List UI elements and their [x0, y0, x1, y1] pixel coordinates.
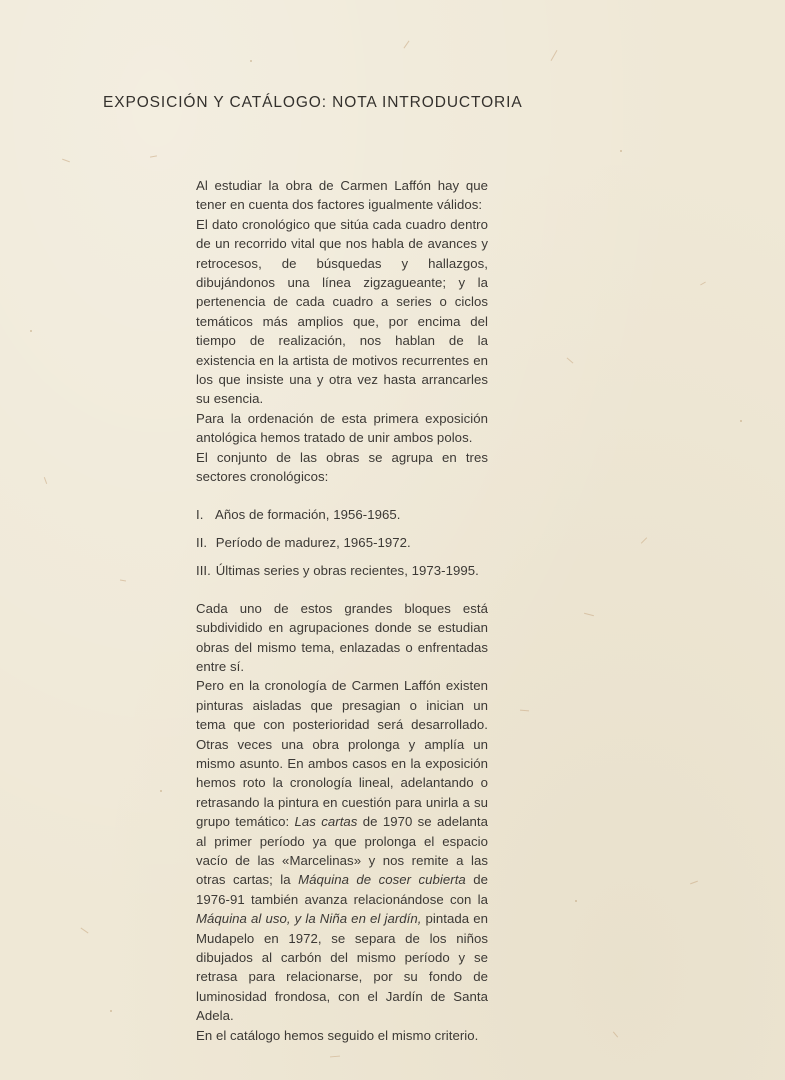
artwork-title: Máquina al uso, y la Niña en el jardín, — [196, 911, 422, 927]
text-run: de 1976-91 también avanza relacionándose con la — [196, 872, 489, 907]
list-item — [196, 561, 488, 580]
text-run: de 1970 se adelanta al primer período ya que prolonga el espacio vacío de las «Marcelinas» y nos remite a las otras cartas; la — [196, 814, 488, 888]
list-item — [196, 505, 488, 524]
paper-fiber — [567, 358, 574, 364]
paper-fiber — [520, 710, 529, 712]
paper-fiber — [330, 1056, 340, 1058]
paper-speck — [620, 150, 622, 152]
paper-fiber — [584, 613, 594, 617]
paper-speck — [740, 420, 742, 422]
sector-list — [196, 505, 488, 581]
paper-fiber — [150, 155, 157, 157]
paper-fiber — [44, 477, 47, 484]
paper-fiber — [62, 159, 70, 163]
text-run: Pero en la cronología de Carmen Laffón existen pinturas aisladas que presagian o inician un tema que con posterioridad será desarrollado. Otras veces una obra prolonga y amplía un mismo asunto. En ambos casos en la exposición hemos roto la cronología lineal, adelantando o retrasando la pintura en cuestión para unirla a su grupo temático: — [196, 678, 488, 830]
paper-speck — [575, 900, 577, 902]
paragraph: El dato cronológico que sitúa cada cuadro dentro de un recorrido vital que nos habla de avances y retrocesos, de búsquedas y hallazgos, dibujándonos una línea zigzagueante; y la pertenencia de cada cuadro a series o ciclos temáticos más amplios que, por encima del tiempo de realización, nos hablan de la existencia en la artista de motivos recurrentes en los que insiste una y otra vez hasta arrancarles su esencia. — [196, 216, 488, 407]
list-numeral: II. — [196, 534, 208, 550]
paragraph: Cada uno de estos grandes bloques está subdividido en agrupaciones donde se estudian obras del mismo tema, enlazadas o enfrentadas entre sí. — [196, 600, 488, 674]
paper-fiber — [690, 881, 698, 885]
paragraph: El conjunto de las obras se agrupa en tres sectores cronológicos: — [196, 449, 488, 485]
list-numeral: I. — [196, 506, 204, 522]
list-item — [196, 533, 488, 552]
list-label: Años de formación, 1956-1965. — [215, 506, 401, 522]
list-label: Período de madurez, 1965-1972. — [215, 534, 411, 550]
paper-fiber — [120, 579, 126, 581]
page-title: EXPOSICIÓN Y CATÁLOGO: NOTA INTRODUCTORIA — [103, 94, 523, 111]
text-run: pintada en Mudapelo en 1972, se separa de los niños dibujados al carbón del mismo período y se retrasa para relacionarse, por su fondo de luminosidad frondosa, con el Jardín de Santa Adela. — [196, 911, 488, 1024]
paragraph: En el catálogo hemos seguido el mismo criterio. — [196, 1027, 479, 1043]
paper-fiber — [404, 41, 410, 49]
artwork-title: Las cartas — [294, 814, 358, 830]
list-label: Últimas series y obras recientes, 1973-1995. — [215, 563, 479, 579]
paper-speck — [160, 790, 162, 792]
list-numeral: III. — [196, 563, 211, 579]
body-text — [196, 176, 488, 1045]
paper-fiber — [641, 537, 647, 543]
artwork-title: Máquina de coser cubierta — [298, 872, 466, 888]
paper-fiber — [613, 1031, 618, 1037]
paper-fiber — [700, 282, 706, 286]
paragraph: Para la ordenación de esta primera exposición antológica hemos tratado de unir ambos polos. — [196, 410, 488, 446]
paper-speck — [250, 60, 252, 62]
paper-speck — [30, 330, 32, 332]
paragraph — [196, 676, 488, 1025]
paper-speck — [110, 1010, 112, 1012]
paper-fiber — [551, 50, 558, 61]
paper-fiber — [81, 928, 89, 934]
paragraph: Al estudiar la obra de Carmen Laffón hay que tener en cuenta dos factores igualmente válidos: — [196, 178, 488, 213]
